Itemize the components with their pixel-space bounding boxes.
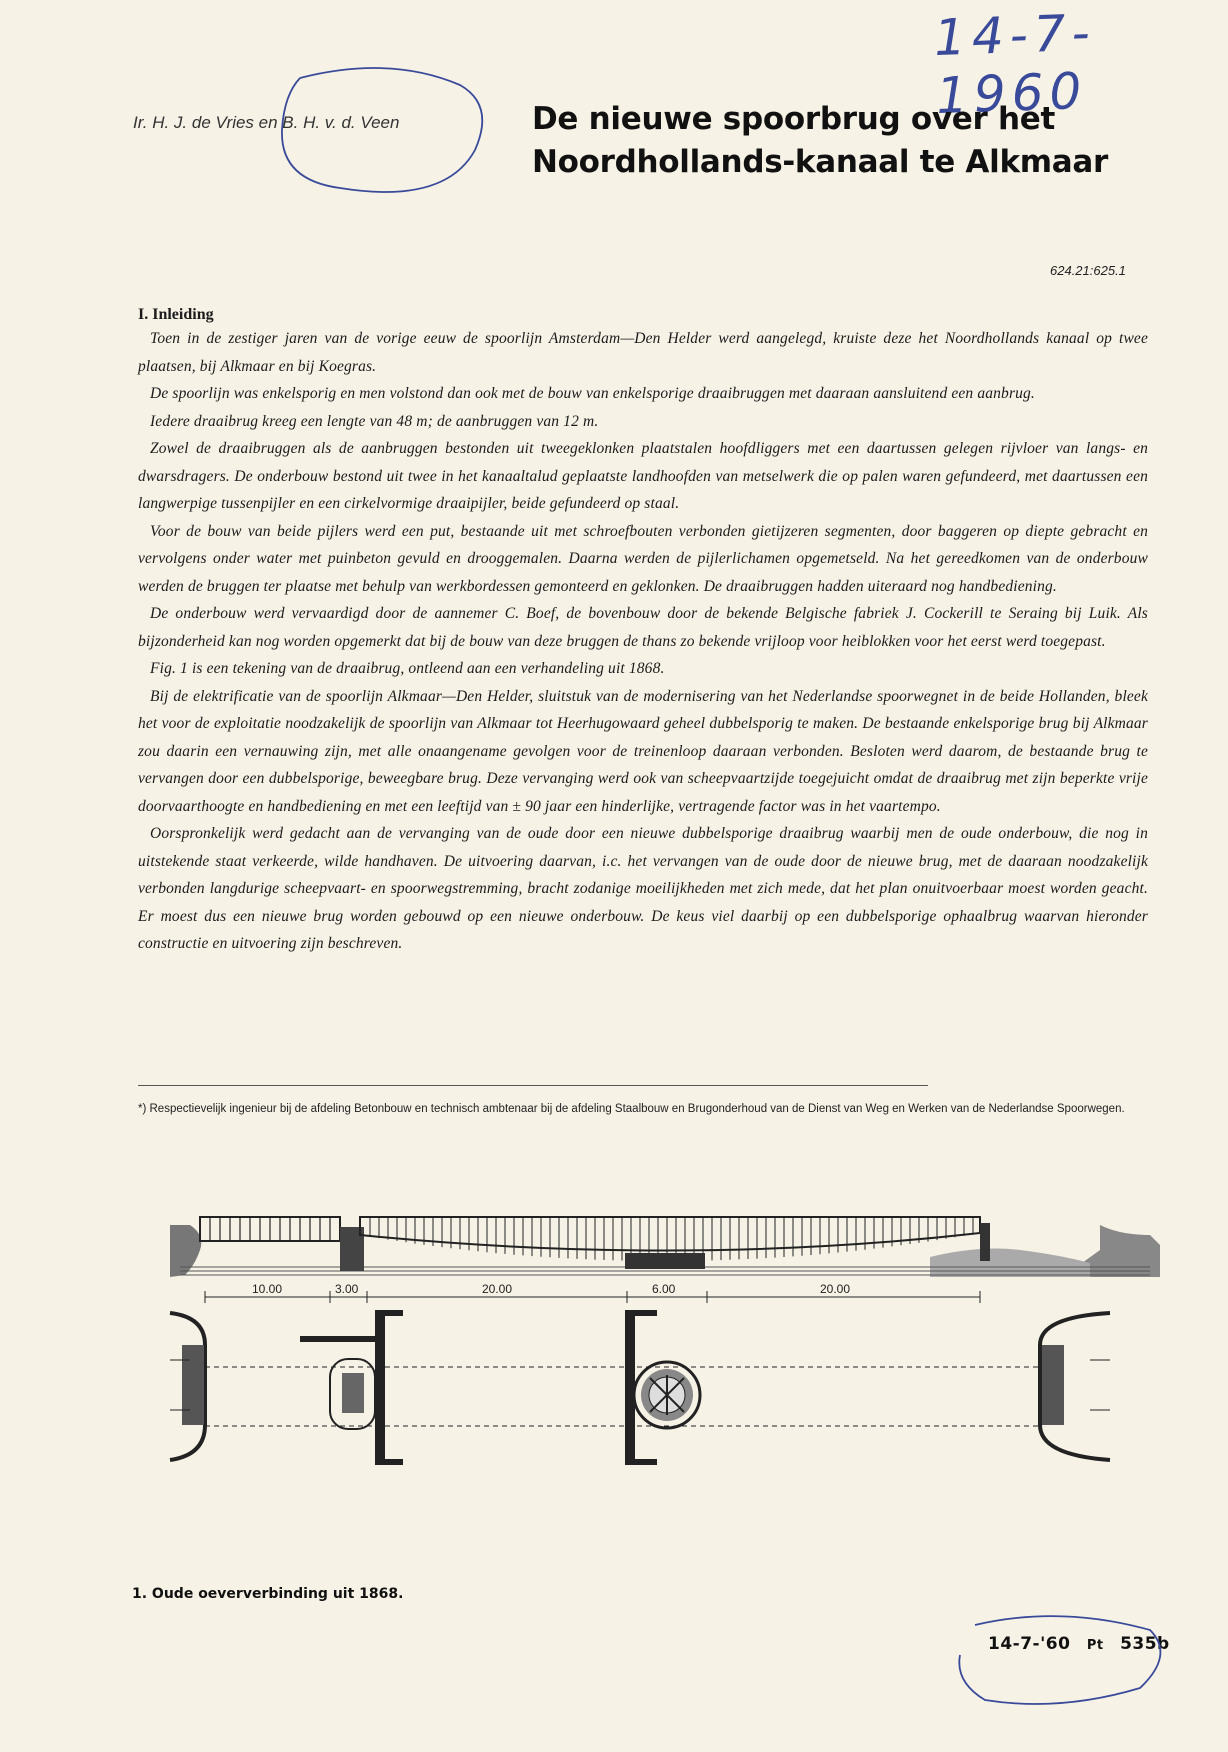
dimension-label: 6.00 (652, 1282, 676, 1296)
left-bank (170, 1225, 201, 1277)
authors-line: Ir. H. J. de Vries en B. H. v. d. Veen (133, 113, 400, 132)
right-slope (930, 1249, 1090, 1277)
body-text (138, 306, 1148, 958)
archive-stamp (988, 1634, 1170, 1654)
stamp-circle (959, 1616, 1160, 1704)
approach-bridge-verticals (210, 1217, 330, 1241)
dimension-label: 20.00 (820, 1282, 851, 1296)
paragraph: Zowel de draaibruggen als de aanbruggen bestonden uit tweegeklonken plaatstalen hoofdliggers met een daartussen gelegen rijvloer van langs- en dwarsdragers. De onderbouw bestond uit twee in het kanaaltalud geplaatste landhoofden van metselwerk die op palen waren gefundeerd, met daartussen een langwerpige tussenpijler en een cirkelvormige draaipijler, beide gefundeerd op staal. (138, 440, 1148, 512)
paragraph: Bij de elektrificatie van de spoorlijn Alkmaar—Den Helder, sluitstuk van de modernisering van het Nederlandse spoorwegnet in de beide Hollanden, bleek het voor de exploitatie noodzakelijk de spoorlijn van Alkmaar tot Heerhugowaard geheel dubbelsporig te maken. De bestaande enkelsporige brug bij Alkmaar zou daarin een vernauwing zijn, met alle onaangename gevolgen voor de treinenloop daaraan verbonden. Besloten werd daarom, de bestaande brug te vervangen door een dubbelsporige, beweegbare brug. Deze vervanging werd ook van scheepvaartzijde toegejuicht omdat de draaibrug met zijn beperkte vrije doorvaarthoogte en handbediening en met een leeftijd van ± 90 jaar een hinderlijke, vertragende factor was in het vaartempo. (138, 687, 1148, 815)
stamp-date: 14-7-'60 (988, 1634, 1071, 1654)
stamp-mark: Pt (1086, 1638, 1104, 1653)
right-abutment (980, 1223, 990, 1261)
dimension-label: 10.00 (252, 1282, 283, 1296)
dimension-label: 3.00 (335, 1282, 359, 1296)
paragraph: Voor de bouw van beide pijlers werd een put, bestaande uit met schroefbouten verbonden gietijzeren segmenten, door baggeren op diepte gebracht en vervolgens onder water met puinbeton gevuld en drooggemalen. Daarna werden de pijlerlichamen opgemetseld. Na het gereedkomen van de onderbouw werden de bruggen ter plaatse met behulp van werkbordessen gemonteerd en geklonken. De draaibruggen hadden uiteraard nog handbediening. (138, 522, 1148, 595)
footnote: *) Respectievelijk ingenieur bij de afdeling Betonbouw en technisch ambtenaar bij de afdeling Staalbouw en Brugonderhoud van de Dienst van Weg en Werken van de Nederlandse Spoorwegen. (138, 1103, 1125, 1115)
plan-view (170, 1310, 1110, 1465)
bridge-drawing (160, 1205, 1170, 1585)
swing-pier (625, 1253, 705, 1269)
title-line-2: Noordhollands-kanaal te Alkmaar (532, 144, 1108, 180)
paragraph: Fig. 1 is een tekening van de draaibrug, ontleend aan een verhandeling uit 1868. (150, 660, 665, 677)
section-heading: I. Inleiding (138, 306, 214, 323)
stamp-number: 535b (1120, 1634, 1170, 1654)
paragraph: Iedere draaibrug kreeg een lengte van 48 m; de aanbruggen van 12 m. (150, 412, 599, 430)
figure-caption: 1. Oude oeververbinding uit 1868. (132, 1586, 404, 1602)
paragraph: De spoorlijn was enkelsporig en men volstond dan ook met de bouw van enkelsporige draaibruggen met daaraan aansluitend een aanbrug. (150, 385, 1035, 402)
swing-bridge-truss (360, 1217, 980, 1251)
paragraph: Oorspronkelijk werd gedacht aan de vervanging van de oude door een nieuwe dubbelsporige draaibrug waarbij men de oude onderbouw, die nog in uitstekende staat verkeerde, wilde handhaven. De uitvoering daarvan, i.c. het vervangen van de oude door de nieuwe brug, met de daaraan noodzakelijk verbonden langdurige scheepvaart- en spoorwegstremming, bracht zodanige moeilijkheden met zich mede, dat het plan onuitvoerbaar moest worden geacht. Er moest dus een nieuwe brug worden gebouwd op een nieuwe onderbouw. De keus viel daarbij op een dubbelsporige ophaalbrug waarvan hieronder constructie en uitvoering zijn beschreven. (138, 825, 1148, 952)
paragraph: De onderbouw werd vervaardigd door de aannemer C. Boef, de bovenbouw door de bekende Belgische fabriek J. Cockerill te Seraing bij Luik. Als bijzonderheid kan nog worden opgemerkt dat bij de bouw van deze bruggen de thans zo bekende vrijloop voor heiblokken voor het eerst werd toegepast. (138, 605, 1148, 650)
footnote-divider (138, 1085, 928, 1086)
article-title (532, 98, 1172, 184)
dimension-label: 20.00 (482, 1282, 513, 1296)
handwritten-date: 14-7-1960 (933, 3, 1097, 126)
title-line-1: De nieuwe spoorbrug over het (532, 101, 1055, 137)
udc-code: 624.21:625.1 (1050, 263, 1126, 278)
paragraph: Toen in de zestiger jaren van de vorige eeuw de spoorlijn Amsterdam—Den Helder werd aangelegd, kruiste deze het Noordhollands kanaal op twee plaatsen, bij Alkmaar en bij Koegras. (138, 330, 1148, 375)
